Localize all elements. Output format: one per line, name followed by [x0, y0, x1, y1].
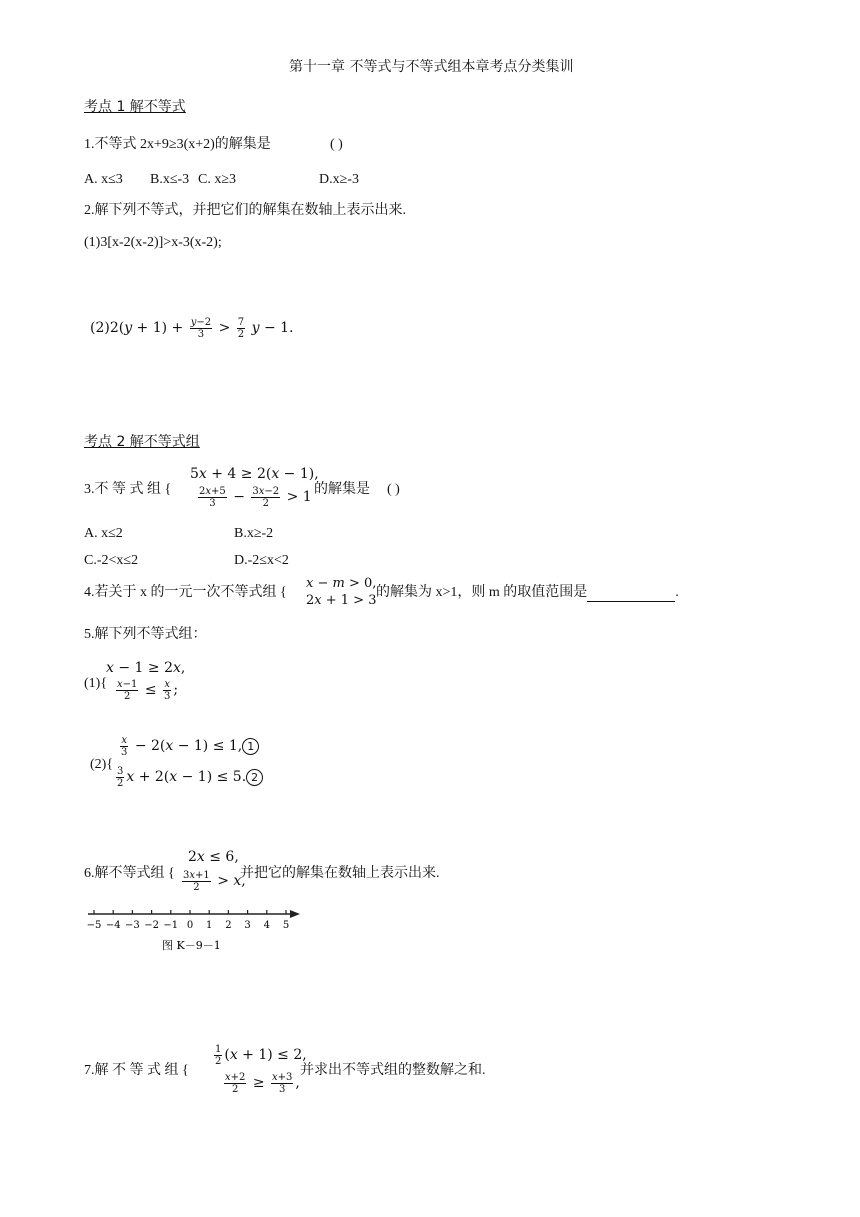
question-2-text: 2.解下列不等式，并把它们的解集在数轴上表示出来.: [84, 203, 406, 218]
question-2-part-2-lhs: (2)2(𝑦 + 1) +: [90, 320, 184, 336]
inequality-1: (𝑥 + 1) ≤ 2,: [224, 1047, 307, 1063]
numerator: 3: [117, 765, 124, 777]
question-1-option-b: B.x≤-3: [150, 172, 190, 187]
question-6-post: 并把它的解集在数轴上表示出来.: [240, 866, 440, 881]
numerator: 𝑥+2: [225, 1071, 246, 1083]
numerator: 3𝑥−2: [252, 485, 280, 497]
question-5-part-1-label: (1){: [84, 676, 108, 691]
question-2-part-2: [90, 316, 294, 340]
question-1-option-a: A. x≤3: [84, 172, 123, 187]
question-3-option-c: C.-2<x≤2: [84, 553, 139, 568]
semicolon: ;: [173, 682, 179, 698]
question-5-part-2-line-2: [114, 764, 263, 790]
question-4-post-text: 的解集为 x>1，则 m 的取值范围是: [376, 585, 588, 600]
fraction: [224, 1072, 246, 1095]
tick-label: 1: [206, 920, 213, 931]
denominator: 2: [232, 1083, 239, 1095]
question-6-line-2: [180, 868, 246, 894]
question-7-label-text: 7.解 不 等 式 组: [84, 1063, 179, 1078]
question-7-line-2: [222, 1070, 300, 1096]
inequality-2: 𝑥 + 2(𝑥 − 1) ≤ 5.: [126, 769, 247, 785]
numerator: 7: [237, 316, 245, 328]
question-5-part-1-line-2: [114, 677, 178, 703]
fraction: [271, 1072, 293, 1095]
question-1-text: 1.不等式 2x+9≥3(x+2)的解集是: [84, 137, 271, 152]
denominator: 2: [237, 328, 245, 340]
question-2-part-2-rhs: 𝑦 − 1.: [251, 320, 294, 336]
tick-label: −4: [105, 920, 121, 931]
numerator: 𝑦−2: [190, 316, 212, 328]
operator: −: [233, 489, 245, 505]
page-title: 第十一章 不等式与不等式组本章考点分类集训: [289, 59, 574, 75]
question-1-answer-paren: ( ): [330, 137, 343, 152]
question-6-line-1: 2𝑥 ≤ 6,: [188, 849, 239, 865]
question-6-text: 6.解不等式组: [84, 866, 165, 881]
tick-label: −3: [125, 920, 140, 931]
inequality-1: − 2(𝑥 − 1) ≤ 1,: [134, 738, 243, 754]
numerator: 3𝑥+1: [183, 869, 210, 881]
section-heading-1: 考点 1 解不等式: [84, 99, 186, 115]
fraction: [120, 735, 128, 758]
denominator: 3: [279, 1083, 286, 1095]
denominator: 2: [215, 1055, 222, 1067]
figure-caption: 图 K－9－1: [162, 939, 221, 952]
question-5-part-1-line-1: 𝑥 − 1 ≥ 2𝑥,: [106, 660, 186, 676]
fraction: [190, 317, 212, 340]
question-4-pre: [84, 584, 287, 602]
answer-blank[interactable]: [587, 587, 675, 602]
tick-label: 3: [244, 920, 251, 931]
operator: ≤: [144, 682, 157, 698]
numerator: 𝑥−1: [117, 678, 138, 690]
denominator: 3: [164, 690, 171, 702]
question-7-line-1: [212, 1042, 307, 1068]
tick-label: 2: [225, 920, 232, 931]
question-1-option-c: C. x≥3: [198, 172, 237, 187]
operator: > 1: [286, 489, 312, 505]
question-3-label: [84, 481, 171, 499]
numerator: 2𝑥+5: [199, 485, 226, 497]
operator: ≥: [252, 1075, 265, 1091]
numerator: 𝑥: [164, 678, 171, 690]
tick-label: −5: [86, 920, 102, 931]
numerator: 𝑥: [121, 734, 127, 746]
operator: > 𝑥,: [217, 873, 246, 889]
brace: {: [168, 866, 175, 881]
tick-label: 5: [282, 920, 290, 931]
fraction: [214, 1044, 222, 1067]
denominator: 2: [262, 497, 269, 509]
section-heading-2: 考点 2 解不等式组: [84, 434, 200, 450]
question-5-part-2-label: (2){: [90, 757, 114, 772]
question-5-part-2-line-1: [118, 733, 259, 759]
number-line-ticks: [87, 910, 290, 931]
question-3-line-1: 5𝑥 + 4 ≥ 2(𝑥 − 1),: [190, 466, 319, 482]
numerator: 𝑥+3: [272, 1071, 293, 1083]
denominator: 3: [209, 497, 216, 509]
denominator: 2: [124, 690, 131, 702]
question-3-answer-paren: ( ): [387, 482, 400, 497]
fraction: [251, 486, 280, 509]
question-4-line-2: 2𝑥 + 1 > 3: [306, 593, 377, 608]
question-4-text: 4.若关于 x 的一元一次不等式组: [84, 585, 277, 600]
fraction: [163, 679, 171, 702]
fraction: [198, 486, 227, 509]
fraction: [182, 870, 211, 893]
period: .: [675, 585, 679, 600]
question-3-line-2: [196, 484, 312, 510]
tick-label: −2: [144, 920, 159, 931]
question-4-post: [376, 584, 679, 602]
denominator: 3: [121, 746, 128, 758]
numerator: 1: [215, 1043, 222, 1055]
brace: {: [164, 482, 172, 497]
denominator: 2: [117, 777, 124, 789]
denominator: 2: [193, 881, 200, 893]
tick-label: −1: [163, 920, 179, 931]
denominator: 3: [197, 328, 205, 340]
question-3-option-d: D.-2≤x<2: [234, 553, 289, 568]
question-3-tail: 的解集是: [314, 482, 370, 497]
number-line-figure: [84, 904, 304, 956]
question-7-label: [84, 1062, 189, 1080]
fraction: [237, 317, 245, 340]
brace: {: [280, 585, 287, 600]
question-1-option-d: D.x≥-3: [319, 172, 359, 187]
question-1: [84, 136, 271, 154]
circled-number: 1: [242, 738, 259, 755]
question-6-pre: [84, 865, 175, 883]
question-4-line-1: 𝑥 − 𝑚 > 0,: [306, 576, 377, 591]
question-3-option-a: A. x≤2: [84, 526, 123, 541]
tick-label: 4: [263, 920, 270, 931]
tick-label: 0: [186, 920, 194, 931]
question-2-part-1: (1)3[x-2(x-2)]>x-3(x-2);: [84, 235, 222, 250]
question-3-option-b: B.x≥-2: [234, 526, 274, 541]
brace: {: [182, 1063, 189, 1078]
question-7-post: 并求出不等式组的整数解之和.: [300, 1063, 486, 1078]
fraction: [116, 679, 138, 702]
number-line-arrow: [290, 910, 300, 918]
fraction: [116, 766, 124, 789]
comma: ,: [295, 1075, 300, 1091]
circled-number: 2: [246, 769, 263, 786]
question-3-label-text: 3.不 等 式 组: [84, 482, 161, 497]
operator: >: [218, 320, 231, 336]
question-5-text: 5.解下列不等式组：: [84, 627, 207, 642]
